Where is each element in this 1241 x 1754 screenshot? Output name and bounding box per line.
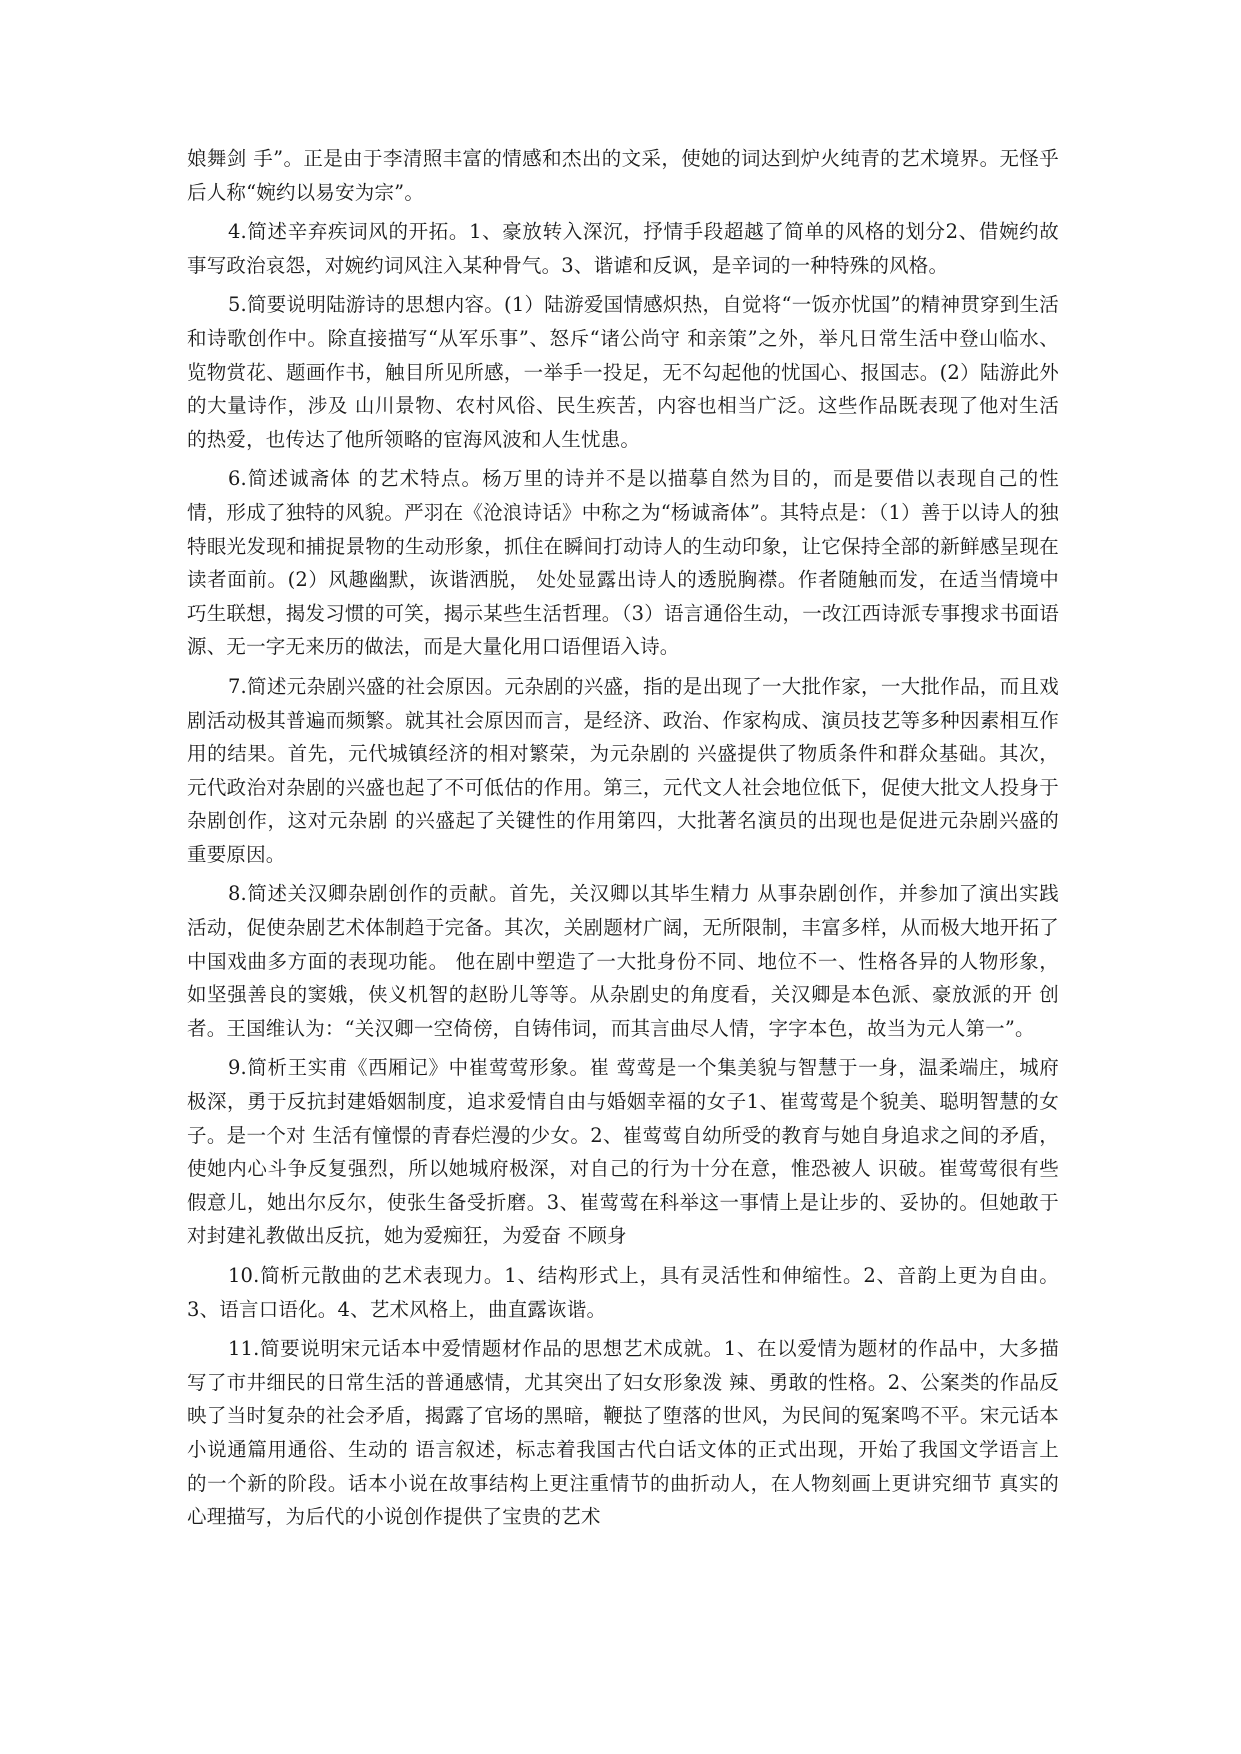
paragraph-q9-cui-yingying: 9.简析王实甫《西厢记》中崔莺莺形象。崔 莺莺是一个集美貌与智慧于一身，温柔端庄，城府极深，勇于反抗封建婚姻制度，追求爱情自由与婚姻幸福的女子1、崔莺莺是个貌美、聪明智慧的女子。是一个对 生活有憧憬的青春烂漫的少女。2、崔莺莺自幼所受的教育与她自身追求之间的矛盾，使她内心斗争反复强烈，所以她城府极深，对自己的行为十分在意，惟恐被人 识破。崔莺莺很有些假意儿，她出尔反尔，使张生备受折磨。3、崔莺莺在科举这一事情上是让步的、妥协的。但她敢于对封建礼教做出反抗，她为爱痴狂，为爱奋 不顾身 [187, 1056, 1059, 1248]
paragraph-q6-chengzhai-style: 6.简述诚斋体 的艺术特点。杨万里的诗并不是以描摹自然为目的，而是要借以表现自己的性情，形成了独特的风貌。严羽在《沧浪诗话》中称之为“杨诚斋体”。其特点是：（1）善于以诗人的独特眼光发现和捕捉景物的生动形象，抓住在瞬间打动诗人的生动印象，让它保持全部的新鲜感呈现在读者面前。(2）风趣幽默，诙谐洒脱， 处处显露出诗人的透脱胸襟。作者随触而发，在适当情境中巧生联想，揭发习惯的可笑，揭示某些生活哲理。（3）语言通俗生动，一改江西诗派专事搜求书面语 源、无一字无来历的做法，而是大量化用口语俚语入诗。 [187, 467, 1059, 659]
paragraph-q11-huaben: 11.简要说明宋元话本中爱情题材作品的思想艺术成就。1、在以爱情为题材的作品中，大多描写了市井细民的日常生活的普通感情，尤其突出了妇女形象泼 辣、勇敢的性格。2、公案类的作品反映了当时复杂的社会矛盾，揭露了官场的黑暗，鞭挞了堕落的世风，为民间的冤案鸣不平。宋元话本小说通篇用通俗、生动的 语言叙述，标志着我国古代白话文体的正式出现，开始了我国文学语言上的一个新的阶段。话本小说在故事结构上更注重情节的曲折动人，在人物刻画上更讲究细节 真实的心理描写，为后代的小说创作提供了宝贵的艺术 [187, 1337, 1059, 1529]
paragraph-q4-xin-qiji: 4.简述辛弃疾词风的开拓。1、豪放转入深沉，抒情手段超越了简单的风格的划分2、借婉约故事写政治哀怨，对婉约词风注入某种骨气。3、谐谑和反讽，是辛词的一种特殊的风格。 [187, 220, 1059, 277]
paragraph-q10-yuan-sanqu: 10.简析元散曲的艺术表现力。1、结构形式上，具有灵活性和伸缩性。2、音韵上更为自由。3、语言口语化。4、艺术风格上，曲直露诙谐。 [187, 1264, 1059, 1321]
paragraph-q8-guan-hanqing: 8.简述关汉卿杂剧创作的贡献。首先，关汉卿以其毕生精力 从事杂剧创作，并参加了演出实践活动，促使杂剧艺术体制趋于完备。其次，关剧题材广阔，无所限制，丰富多样，从而极大地开拓了中国戏曲多方面的表现功能。 他在剧中塑造了一大批身份不同、地位不一、性格各异的人物形象，如坚强善良的窦娥，侠义机智的赵盼儿等等。从杂剧史的角度看，关汉卿是本色派、豪放派的开 创者。王国维认为：“关汉卿一空倚傍，自铸伟词，而其言曲尽人情，字字本色，故当为元人第一”。 [187, 882, 1059, 1040]
paragraph-li-qingzhao-conclusion: 娘舞剑 手”。正是由于李清照丰富的情感和杰出的文采，使她的词达到炉火纯青的艺术境界。无怪乎后人称“婉约以易安为宗”。 [187, 147, 1059, 204]
paragraph-q7-yuan-zaju: 7.简述元杂剧兴盛的社会原因。元杂剧的兴盛，指的是出现了一大批作家，一大批作品，而且戏剧活动极其普遍而频繁。就其社会原因而言，是经济、政治、作家构成、演员技艺等多种因素相互作用的结果。首先，元代城镇经济的相对繁荣，为元杂剧的 兴盛提供了物质条件和群众基础。其次，元代政治对杂剧的兴盛也起了不可低估的作用。第三，元代文人社会地位低下，促使大批文人投身于杂剧创作，这对元杂剧 的兴盛起了关键性的作用第四，大批著名演员的出现也是促进元杂剧兴盛的重要原因。 [187, 674, 1059, 866]
document-page [187, 142, 1059, 1540]
paragraph-q5-lu-you: 5.简要说明陆游诗的思想内容。(1）陆游爱国情感炽热，自觉将“一饭亦忧国”的精神贯穿到生活和诗歌创作中。除直接描写“从军乐事”、怒斥“诸公尚守 和亲策”之外，举凡日常生活中登山临水、览物赏花、题画作书，触目所见所感，一举手一投足，无不勾起他的忧国心、报国志。(2）陆游此外的大量诗作，涉及 山川景物、农村风俗、民生疾苦，内容也相当广泛。这些作品既表现了他对生活的热爱，也传达了他所领略的宦海风波和人生忧患。 [187, 293, 1059, 451]
